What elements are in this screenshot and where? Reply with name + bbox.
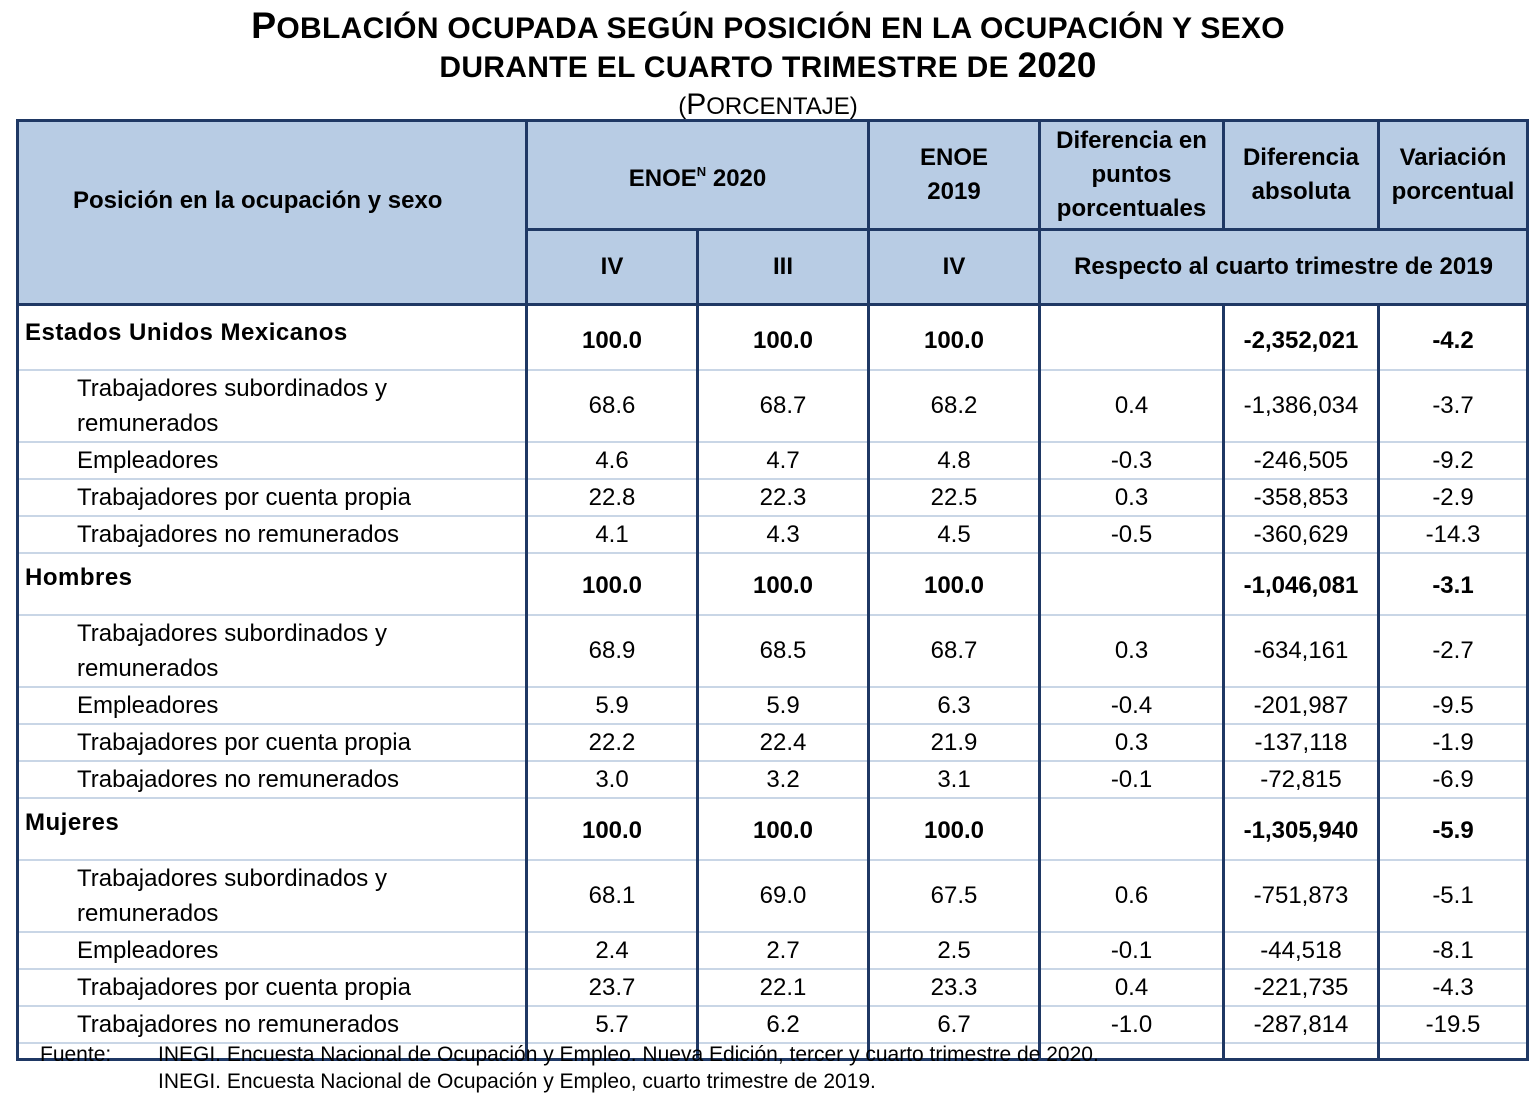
footer-source-label: Fuente: [40, 1043, 112, 1066]
header-enoe-2020-text: ENOE [628, 164, 697, 192]
table-row [18, 516, 1528, 553]
table-row-cell: 4.5 [869, 516, 1040, 553]
row-label-line2: remunerados [77, 410, 219, 437]
table-row-cell: -72,815 [1224, 761, 1379, 798]
row-label-line1: Trabajadores subordinados y [77, 375, 387, 402]
table-row-cell: -8.1 [1379, 932, 1528, 969]
row-label-line2: remunerados [77, 655, 219, 682]
table-row-cell: 0.4 [1040, 370, 1224, 442]
header-diff-absolute-line2: absoluta [1251, 178, 1351, 205]
table-row-cell: 6.2 [698, 1006, 869, 1043]
table-row-cell: -287,814 [1224, 1006, 1379, 1043]
spacer-cell [1224, 1043, 1379, 1060]
table-row-cell: -221,735 [1224, 969, 1379, 1006]
group-total-row [18, 798, 1528, 860]
header-enoe-2019-line1: ENOE [919, 144, 988, 171]
subtitle [0, 88, 1536, 122]
row-label-line1: Empleadores [77, 691, 219, 719]
table-row [18, 969, 1528, 1006]
table-row-cell: -360,629 [1224, 516, 1379, 553]
group-total-cell: -4.2 [1379, 309, 1528, 370]
table-row-cell: -358,853 [1224, 479, 1379, 516]
group-label: Hombres [18, 553, 527, 615]
table-row-cell: 22.3 [698, 479, 869, 516]
table-row-cell: 68.6 [527, 370, 698, 442]
title-line-1 [0, 4, 1536, 47]
table-row-cell: -246,505 [1224, 442, 1379, 479]
table-row-cell: 5.7 [527, 1006, 698, 1043]
table-body [18, 305, 1528, 1060]
table-row-cell: -0.1 [1040, 761, 1224, 798]
table-row-cell: 4.3 [698, 516, 869, 553]
table-row-cell: -3.7 [1379, 370, 1528, 442]
header-enoe-2019-line2: 2019 [927, 178, 981, 205]
table-row-cell: -2.9 [1379, 479, 1528, 516]
row-label [18, 969, 527, 1006]
row-label [18, 479, 527, 516]
group-total-cell: -1,046,081 [1224, 553, 1379, 615]
row-label [18, 724, 527, 761]
table-row-cell: -6.9 [1379, 761, 1528, 798]
row-label-line1: Empleadores [77, 936, 219, 964]
table-row-cell: 0.4 [1040, 969, 1224, 1006]
table-row-cell: 23.3 [869, 969, 1040, 1006]
group-total-cell: 100.0 [869, 798, 1040, 860]
table-row-cell: 2.5 [869, 932, 1040, 969]
group-total-cell: 100.0 [698, 309, 869, 370]
data-table [16, 119, 1529, 1061]
table-row-cell: 68.5 [698, 615, 869, 687]
header-variation [1379, 121, 1528, 230]
table-row-cell: 68.1 [527, 860, 698, 932]
row-label-line1: Trabajadores no remunerados [77, 765, 399, 793]
group-total-cell: -3.1 [1379, 553, 1528, 615]
table-row-cell: -2.7 [1379, 615, 1528, 687]
table-row-cell: 3.2 [698, 761, 869, 798]
row-label [18, 932, 527, 969]
table-row-cell: 68.7 [869, 615, 1040, 687]
row-label-line2: remunerados [77, 900, 219, 927]
table-row [18, 479, 1528, 516]
row-label-line1: Trabajadores no remunerados [77, 520, 399, 548]
row-label-line1: Trabajadores no remunerados [77, 1010, 399, 1038]
row-label-line1: Trabajadores subordinados y [77, 865, 387, 892]
header-respecto [1040, 230, 1528, 305]
table-row-cell: 67.5 [869, 860, 1040, 932]
table-row-cell: 5.9 [527, 687, 698, 724]
group-total-row [18, 553, 1528, 615]
header-diff-absolute-line1: Diferencia [1242, 144, 1360, 171]
group-total-cell: -5.9 [1379, 798, 1528, 860]
group-total-cell: -1,305,940 [1224, 798, 1379, 860]
table-row [18, 370, 1528, 442]
table-row [18, 687, 1528, 724]
row-label [18, 370, 527, 442]
header-diff-absolute [1224, 121, 1379, 230]
table-row-cell: 22.4 [698, 724, 869, 761]
table-row-cell: 4.7 [698, 442, 869, 479]
table-row-cell: 0.3 [1040, 724, 1224, 761]
table-row-cell: 3.0 [527, 761, 698, 798]
table-row-cell: -0.4 [1040, 687, 1224, 724]
table-row-cell: -1,386,034 [1224, 370, 1379, 442]
table-row [18, 1006, 1528, 1043]
subtitle-open-paren: ( [678, 93, 687, 120]
header-enoe-superscript: N [696, 163, 707, 179]
header-variation-line1: Variación [1399, 144, 1507, 171]
table-row [18, 761, 1528, 798]
table-row-cell: 4.8 [869, 442, 1040, 479]
table-row-cell: 6.3 [869, 687, 1040, 724]
footer-source-line-2: INEGI. Encuesta Nacional de Ocupación y Empleo, cuarto trimestre de 2019. [158, 1070, 876, 1093]
header-variation-line2: porcentual [1391, 178, 1515, 205]
group-total-row [18, 309, 1528, 370]
table-row-cell: -751,873 [1224, 860, 1379, 932]
header-enoe-2020 [527, 121, 869, 230]
row-label-line1: Trabajadores por cuenta propia [77, 973, 411, 1001]
table-row-cell: 68.2 [869, 370, 1040, 442]
table-row-cell: -5.1 [1379, 860, 1528, 932]
table-row-cell: 0.3 [1040, 479, 1224, 516]
table-row-cell: 22.2 [527, 724, 698, 761]
row-label-line1: Trabajadores por cuenta propia [77, 728, 411, 756]
table-row-cell: 68.7 [698, 370, 869, 442]
table-row-cell: 4.6 [527, 442, 698, 479]
header-diff-points [1040, 121, 1224, 230]
table-row-cell: 0.6 [1040, 860, 1224, 932]
table-row-cell: -0.5 [1040, 516, 1224, 553]
table-row-cell: 6.7 [869, 1006, 1040, 1043]
table-row-cell: 69.0 [698, 860, 869, 932]
table-row-cell: -4.3 [1379, 969, 1528, 1006]
row-label-line1: Empleadores [77, 446, 219, 474]
table-row [18, 724, 1528, 761]
title-line-2 [0, 46, 1536, 86]
group-total-cell: 100.0 [527, 798, 698, 860]
header-diff-points-line2: puntos [1091, 161, 1172, 188]
subtitle-rest: ORCENTAJE [706, 93, 850, 120]
table-row-cell: -9.5 [1379, 687, 1528, 724]
table-row-cell: -1.9 [1379, 724, 1528, 761]
spacer-cell [1379, 1043, 1528, 1060]
subtitle-initial: P [686, 88, 707, 121]
table-row-cell: 5.9 [698, 687, 869, 724]
header-enoe-2019 [869, 121, 1040, 230]
header-quarter-iv-2019 [869, 230, 1040, 305]
header-quarter-iv-2019-text: IV [942, 253, 966, 280]
group-total-cell [1040, 309, 1224, 370]
header-enoe-2020-year: 2020 [706, 164, 767, 192]
subtitle-close-paren: ) [849, 93, 858, 120]
header-diff-points-line1: Diferencia en [1056, 127, 1207, 154]
header-position-sex [18, 121, 527, 305]
table-row-cell: -634,161 [1224, 615, 1379, 687]
table-row-cell: -44,518 [1224, 932, 1379, 969]
title-year: 2020 [1017, 46, 1097, 85]
row-label-line1: Trabajadores por cuenta propia [77, 483, 411, 511]
table-row [18, 615, 1528, 687]
group-total-cell: 100.0 [869, 309, 1040, 370]
group-label: Estados Unidos Mexicanos [18, 309, 527, 370]
group-total-cell: 100.0 [698, 553, 869, 615]
row-label [18, 442, 527, 479]
table-row-cell: 23.7 [527, 969, 698, 1006]
table-row-cell: 22.8 [527, 479, 698, 516]
table-row-cell: -201,987 [1224, 687, 1379, 724]
header-quarter-iv-2020 [527, 230, 698, 305]
row-label [18, 687, 527, 724]
title-rest: OBLACIÓN OCUPADA SEGÚN POSICIÓN EN LA OCUPACIÓN Y SEXO [276, 12, 1285, 45]
header-position-label: Posición en la ocupación y sexo [73, 187, 443, 214]
row-label [18, 615, 527, 687]
table-row-cell: 4.1 [527, 516, 698, 553]
footer-source-line-1: INEGI. Encuesta Nacional de Ocupación y Empleo. Nueva Edición, tercer y cuarto trimestre de 2020. [158, 1043, 1099, 1066]
header-quarter-iv-2020-text: IV [600, 253, 624, 280]
table-row [18, 442, 1528, 479]
title-line-2-text: DURANTE EL CUARTO TRIMESTRE DE [439, 51, 1018, 84]
table-row-cell: 22.1 [698, 969, 869, 1006]
table-row-cell: -1.0 [1040, 1006, 1224, 1043]
table-row-cell: 22.5 [869, 479, 1040, 516]
group-total-cell [1040, 553, 1224, 615]
group-total-cell: 100.0 [527, 553, 698, 615]
header-quarter-iii-2020 [698, 230, 869, 305]
table-row-cell: 2.7 [698, 932, 869, 969]
row-label [18, 516, 527, 553]
table-row-cell: -14.3 [1379, 516, 1528, 553]
row-label-line1: Trabajadores subordinados y [77, 620, 387, 647]
group-total-cell: 100.0 [698, 798, 869, 860]
row-label [18, 1006, 527, 1043]
table-row-cell: -19.5 [1379, 1006, 1528, 1043]
group-total-cell [1040, 798, 1224, 860]
table-row-cell: -9.2 [1379, 442, 1528, 479]
group-label: Mujeres [18, 798, 527, 860]
table-row-cell: -0.3 [1040, 442, 1224, 479]
group-total-cell: -2,352,021 [1224, 309, 1379, 370]
title-initial: P [251, 4, 277, 46]
group-total-cell: 100.0 [527, 309, 698, 370]
table-row-cell: 21.9 [869, 724, 1040, 761]
table-row [18, 860, 1528, 932]
table-row-cell: 68.9 [527, 615, 698, 687]
table-row-cell: -0.1 [1040, 932, 1224, 969]
header-quarter-iii-2020-text: III [772, 253, 793, 280]
row-label [18, 860, 527, 932]
header-diff-points-line3: porcentuales [1056, 195, 1207, 222]
table-row-cell: 0.3 [1040, 615, 1224, 687]
header-respecto-text: Respecto al cuarto trimestre de 2019 [1074, 253, 1493, 280]
table-row [18, 932, 1528, 969]
row-label [18, 761, 527, 798]
table-row-cell: 2.4 [527, 932, 698, 969]
table-row-cell: 3.1 [869, 761, 1040, 798]
table-row-cell: -137,118 [1224, 724, 1379, 761]
group-total-cell: 100.0 [869, 553, 1040, 615]
